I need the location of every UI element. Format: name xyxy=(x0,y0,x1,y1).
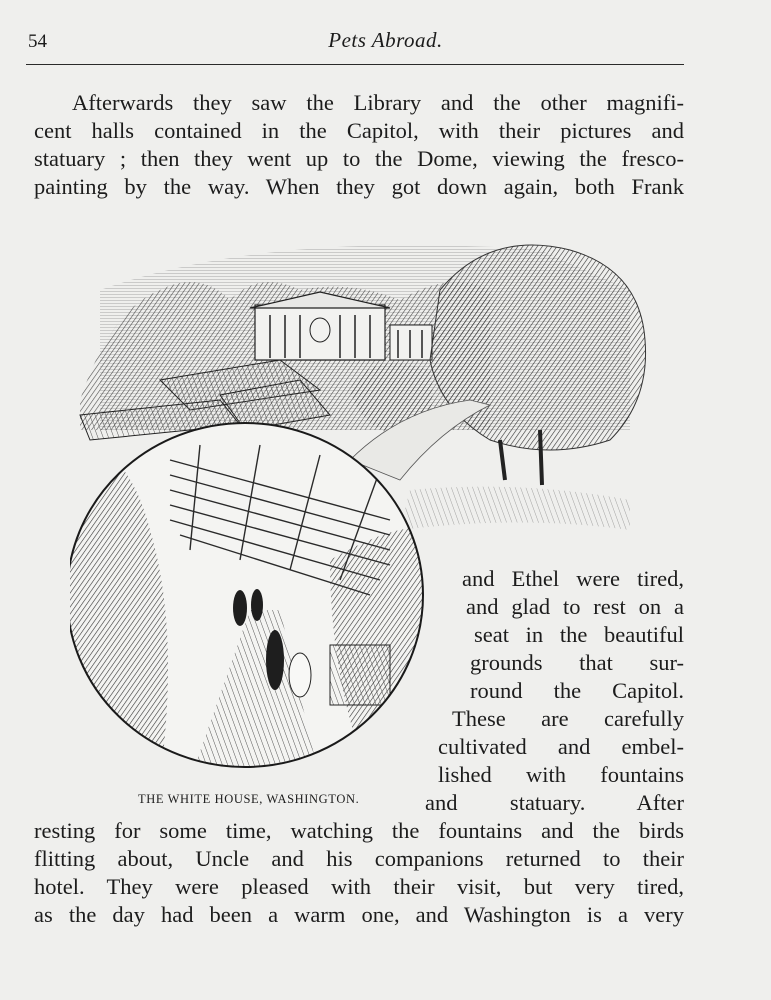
text-line: lished with fountains xyxy=(438,762,684,787)
running-title: Pets Abroad. xyxy=(328,28,443,52)
text-line: cent halls contained in the Capitol, with their pictures and xyxy=(34,118,684,143)
text-line: as the day had been a warm one, and Washington is a very xyxy=(34,902,684,927)
text-line: These are carefully xyxy=(452,706,684,731)
text-line: resting for some time, watching the fountains and the birds xyxy=(34,818,684,843)
header-rule xyxy=(26,64,684,65)
illustration-caption: THE WHITE HOUSE, WASHINGTON. xyxy=(138,792,360,806)
text-line: and Ethel were tired, xyxy=(462,566,684,591)
text-line: painting by the way. When they got down again, both Frank xyxy=(34,174,684,199)
text-line: cultivated and embel- xyxy=(438,734,684,759)
text-line: statuary ; then they went up to the Dome, viewing the fresco- xyxy=(34,146,684,171)
text-line: flitting about, Uncle and his companions returned to their xyxy=(34,846,684,871)
conservatory-vignette xyxy=(70,420,430,780)
page-number: 54 xyxy=(28,31,47,52)
text-line: and glad to rest on a xyxy=(466,594,684,619)
text-line: grounds that sur- xyxy=(470,650,684,675)
text-line: and statuary. After xyxy=(425,790,684,815)
text-line: hotel. They were pleased with their visit, but very tired, xyxy=(34,874,684,899)
text-line: Afterwards they saw the Library and the other magnifi- xyxy=(72,90,684,115)
text-line: round the Capitol. xyxy=(470,678,684,703)
text-line: seat in the beautiful xyxy=(474,622,684,647)
